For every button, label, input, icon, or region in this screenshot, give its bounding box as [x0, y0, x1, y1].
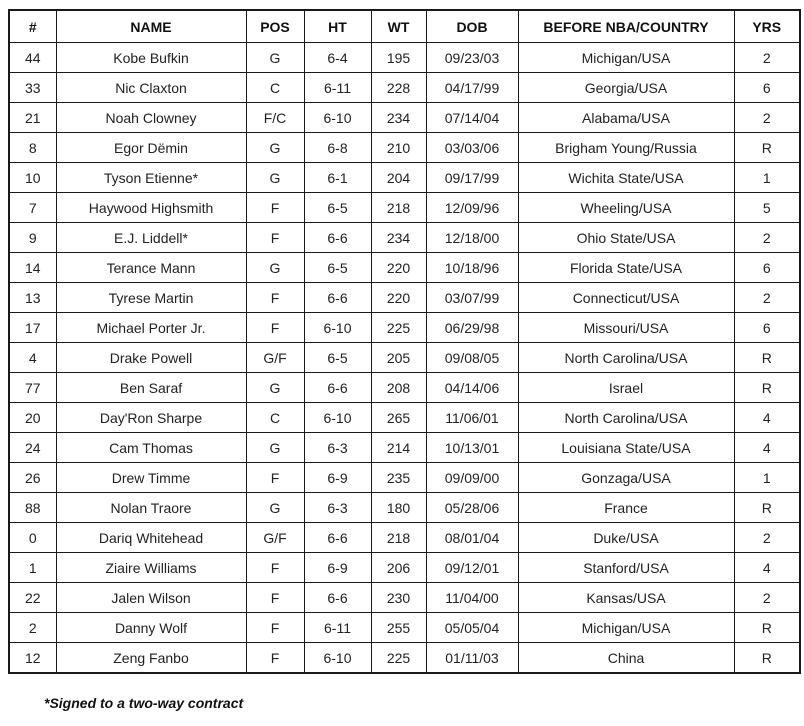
cell-before: Wichita State/USA — [518, 163, 734, 193]
column-header-number: # — [9, 10, 56, 43]
cell-dob: 03/03/06 — [426, 133, 518, 163]
cell-wt: 214 — [371, 433, 426, 463]
cell-number: 17 — [9, 313, 56, 343]
cell-pos: G/F — [246, 343, 304, 373]
cell-name: Drew Timme — [56, 463, 246, 493]
cell-before: Wheeling/USA — [518, 193, 734, 223]
cell-number: 2 — [9, 613, 56, 643]
cell-name: Day'Ron Sharpe — [56, 403, 246, 433]
cell-yrs: R — [734, 643, 800, 674]
cell-pos: G — [246, 433, 304, 463]
cell-number: 24 — [9, 433, 56, 463]
cell-wt: 195 — [371, 43, 426, 73]
cell-ht: 6-5 — [304, 193, 371, 223]
cell-name: Nic Claxton — [56, 73, 246, 103]
cell-dob: 08/01/04 — [426, 523, 518, 553]
cell-wt: 220 — [371, 283, 426, 313]
table-row — [9, 103, 800, 133]
cell-yrs: 1 — [734, 163, 800, 193]
cell-ht: 6-6 — [304, 523, 371, 553]
cell-before: Kansas/USA — [518, 583, 734, 613]
cell-wt: 228 — [371, 73, 426, 103]
cell-dob: 12/18/00 — [426, 223, 518, 253]
cell-number: 14 — [9, 253, 56, 283]
cell-ht: 6-3 — [304, 493, 371, 523]
cell-yrs: 6 — [734, 313, 800, 343]
cell-ht: 6-11 — [304, 73, 371, 103]
cell-ht: 6-5 — [304, 253, 371, 283]
cell-number: 44 — [9, 43, 56, 73]
cell-ht: 6-6 — [304, 283, 371, 313]
cell-name: Tyson Etienne* — [56, 163, 246, 193]
cell-wt: 205 — [371, 343, 426, 373]
cell-dob: 09/12/01 — [426, 553, 518, 583]
cell-dob: 06/29/98 — [426, 313, 518, 343]
cell-wt: 225 — [371, 313, 426, 343]
cell-before: Alabama/USA — [518, 103, 734, 133]
cell-ht: 6-6 — [304, 223, 371, 253]
cell-before: Duke/USA — [518, 523, 734, 553]
cell-dob: 01/11/03 — [426, 643, 518, 674]
cell-name: Egor Dëmin — [56, 133, 246, 163]
table-row — [9, 193, 800, 223]
cell-yrs: R — [734, 613, 800, 643]
cell-pos: G — [246, 43, 304, 73]
cell-wt: 204 — [371, 163, 426, 193]
cell-before: Gonzaga/USA — [518, 463, 734, 493]
cell-number: 0 — [9, 523, 56, 553]
cell-ht: 6-10 — [304, 403, 371, 433]
cell-wt: 206 — [371, 553, 426, 583]
table-row — [9, 553, 800, 583]
header-row — [9, 10, 800, 43]
cell-number: 33 — [9, 73, 56, 103]
cell-name: Michael Porter Jr. — [56, 313, 246, 343]
cell-pos: G — [246, 373, 304, 403]
cell-yrs: 6 — [734, 73, 800, 103]
cell-number: 26 — [9, 463, 56, 493]
cell-wt: 265 — [371, 403, 426, 433]
cell-wt: 210 — [371, 133, 426, 163]
column-header-yrs: YRS — [734, 10, 800, 43]
cell-number: 8 — [9, 133, 56, 163]
cell-name: Ben Saraf — [56, 373, 246, 403]
cell-name: Ziaire Williams — [56, 553, 246, 583]
cell-dob: 05/28/06 — [426, 493, 518, 523]
cell-yrs: 2 — [734, 223, 800, 253]
cell-number: 88 — [9, 493, 56, 523]
cell-dob: 04/14/06 — [426, 373, 518, 403]
cell-ht: 6-9 — [304, 463, 371, 493]
cell-name: Terance Mann — [56, 253, 246, 283]
cell-ht: 6-5 — [304, 343, 371, 373]
cell-name: E.J. Liddell* — [56, 223, 246, 253]
cell-ht: 6-9 — [304, 553, 371, 583]
cell-dob: 11/06/01 — [426, 403, 518, 433]
cell-before: France — [518, 493, 734, 523]
cell-number: 21 — [9, 103, 56, 133]
table-row — [9, 73, 800, 103]
cell-number: 13 — [9, 283, 56, 313]
cell-pos: F/C — [246, 103, 304, 133]
cell-wt: 230 — [371, 583, 426, 613]
cell-name: Noah Clowney — [56, 103, 246, 133]
cell-pos: F — [246, 313, 304, 343]
table-row — [9, 43, 800, 73]
table-row — [9, 253, 800, 283]
cell-name: Nolan Traore — [56, 493, 246, 523]
cell-pos: F — [246, 583, 304, 613]
cell-dob: 11/04/00 — [426, 583, 518, 613]
cell-ht: 6-4 — [304, 43, 371, 73]
cell-before: Florida State/USA — [518, 253, 734, 283]
cell-name: Danny Wolf — [56, 613, 246, 643]
cell-wt: 208 — [371, 373, 426, 403]
column-header-pos: POS — [246, 10, 304, 43]
cell-dob: 09/23/03 — [426, 43, 518, 73]
cell-yrs: 1 — [734, 463, 800, 493]
cell-number: 10 — [9, 163, 56, 193]
cell-ht: 6-3 — [304, 433, 371, 463]
cell-pos: G — [246, 133, 304, 163]
cell-ht: 6-8 — [304, 133, 371, 163]
cell-pos: G/F — [246, 523, 304, 553]
cell-yrs: 6 — [734, 253, 800, 283]
cell-before: North Carolina/USA — [518, 343, 734, 373]
two-way-contract-footnote: *Signed to a two-way contract — [44, 695, 244, 711]
cell-name: Dariq Whitehead — [56, 523, 246, 553]
cell-yrs: 4 — [734, 433, 800, 463]
cell-number: 12 — [9, 643, 56, 674]
cell-yrs: 2 — [734, 283, 800, 313]
cell-wt: 225 — [371, 643, 426, 674]
table-row — [9, 163, 800, 193]
cell-before: Louisiana State/USA — [518, 433, 734, 463]
cell-dob: 09/17/99 — [426, 163, 518, 193]
column-header-dob: DOB — [426, 10, 518, 43]
cell-name: Cam Thomas — [56, 433, 246, 463]
cell-name: Haywood Highsmith — [56, 193, 246, 223]
cell-ht: 6-10 — [304, 313, 371, 343]
cell-number: 1 — [9, 553, 56, 583]
cell-name: Drake Powell — [56, 343, 246, 373]
cell-before: Ohio State/USA — [518, 223, 734, 253]
cell-yrs: 4 — [734, 553, 800, 583]
table-row — [9, 463, 800, 493]
cell-wt: 234 — [371, 103, 426, 133]
cell-number: 4 — [9, 343, 56, 373]
cell-before: Stanford/USA — [518, 553, 734, 583]
cell-dob: 07/14/04 — [426, 103, 518, 133]
cell-before: China — [518, 643, 734, 674]
cell-wt: 235 — [371, 463, 426, 493]
cell-number: 9 — [9, 223, 56, 253]
cell-number: 77 — [9, 373, 56, 403]
cell-yrs: 2 — [734, 523, 800, 553]
cell-pos: G — [246, 493, 304, 523]
cell-pos: G — [246, 253, 304, 283]
cell-wt: 255 — [371, 613, 426, 643]
table-row — [9, 133, 800, 163]
cell-yrs: R — [734, 133, 800, 163]
column-header-name: NAME — [56, 10, 246, 43]
table-row — [9, 343, 800, 373]
cell-before: Michigan/USA — [518, 613, 734, 643]
table-row — [9, 403, 800, 433]
table-row — [9, 223, 800, 253]
table-row — [9, 613, 800, 643]
cell-name: Kobe Bufkin — [56, 43, 246, 73]
cell-number: 7 — [9, 193, 56, 223]
table-body — [9, 43, 800, 674]
cell-pos: F — [246, 223, 304, 253]
cell-ht: 6-6 — [304, 373, 371, 403]
cell-ht: 6-6 — [304, 583, 371, 613]
cell-yrs: 2 — [734, 103, 800, 133]
cell-wt: 220 — [371, 253, 426, 283]
cell-dob: 10/13/01 — [426, 433, 518, 463]
cell-name: Jalen Wilson — [56, 583, 246, 613]
column-header-before: BEFORE NBA/COUNTRY — [518, 10, 734, 43]
cell-before: North Carolina/USA — [518, 403, 734, 433]
table-row — [9, 373, 800, 403]
table-row — [9, 433, 800, 463]
cell-pos: C — [246, 73, 304, 103]
cell-number: 20 — [9, 403, 56, 433]
cell-yrs: R — [734, 373, 800, 403]
cell-wt: 218 — [371, 193, 426, 223]
table-row — [9, 283, 800, 313]
cell-yrs: R — [734, 343, 800, 373]
table-row — [9, 583, 800, 613]
cell-yrs: 5 — [734, 193, 800, 223]
cell-wt: 218 — [371, 523, 426, 553]
cell-before: Michigan/USA — [518, 43, 734, 73]
cell-dob: 04/17/99 — [426, 73, 518, 103]
roster-table — [8, 9, 801, 674]
cell-pos: F — [246, 553, 304, 583]
cell-yrs: 2 — [734, 583, 800, 613]
cell-before: Brigham Young/Russia — [518, 133, 734, 163]
cell-ht: 6-1 — [304, 163, 371, 193]
cell-pos: F — [246, 613, 304, 643]
cell-wt: 234 — [371, 223, 426, 253]
cell-yrs: 2 — [734, 43, 800, 73]
table-row — [9, 493, 800, 523]
cell-dob: 03/07/99 — [426, 283, 518, 313]
cell-dob: 09/08/05 — [426, 343, 518, 373]
cell-dob: 10/18/96 — [426, 253, 518, 283]
cell-pos: F — [246, 283, 304, 313]
cell-pos: C — [246, 403, 304, 433]
cell-before: Israel — [518, 373, 734, 403]
table-row — [9, 643, 800, 674]
cell-dob: 05/05/04 — [426, 613, 518, 643]
cell-ht: 6-10 — [304, 103, 371, 133]
cell-yrs: R — [734, 493, 800, 523]
cell-pos: G — [246, 163, 304, 193]
table-row — [9, 313, 800, 343]
cell-number: 22 — [9, 583, 56, 613]
cell-wt: 180 — [371, 493, 426, 523]
cell-dob: 09/09/00 — [426, 463, 518, 493]
cell-dob: 12/09/96 — [426, 193, 518, 223]
cell-name: Tyrese Martin — [56, 283, 246, 313]
cell-pos: F — [246, 193, 304, 223]
cell-ht: 6-10 — [304, 643, 371, 674]
cell-pos: F — [246, 643, 304, 674]
cell-ht: 6-11 — [304, 613, 371, 643]
cell-pos: F — [246, 463, 304, 493]
cell-before: Missouri/USA — [518, 313, 734, 343]
cell-before: Connecticut/USA — [518, 283, 734, 313]
column-header-wt: WT — [371, 10, 426, 43]
table-header — [9, 10, 800, 43]
cell-before: Georgia/USA — [518, 73, 734, 103]
cell-name: Zeng Fanbo — [56, 643, 246, 674]
column-header-ht: HT — [304, 10, 371, 43]
cell-yrs: 4 — [734, 403, 800, 433]
table-row — [9, 523, 800, 553]
